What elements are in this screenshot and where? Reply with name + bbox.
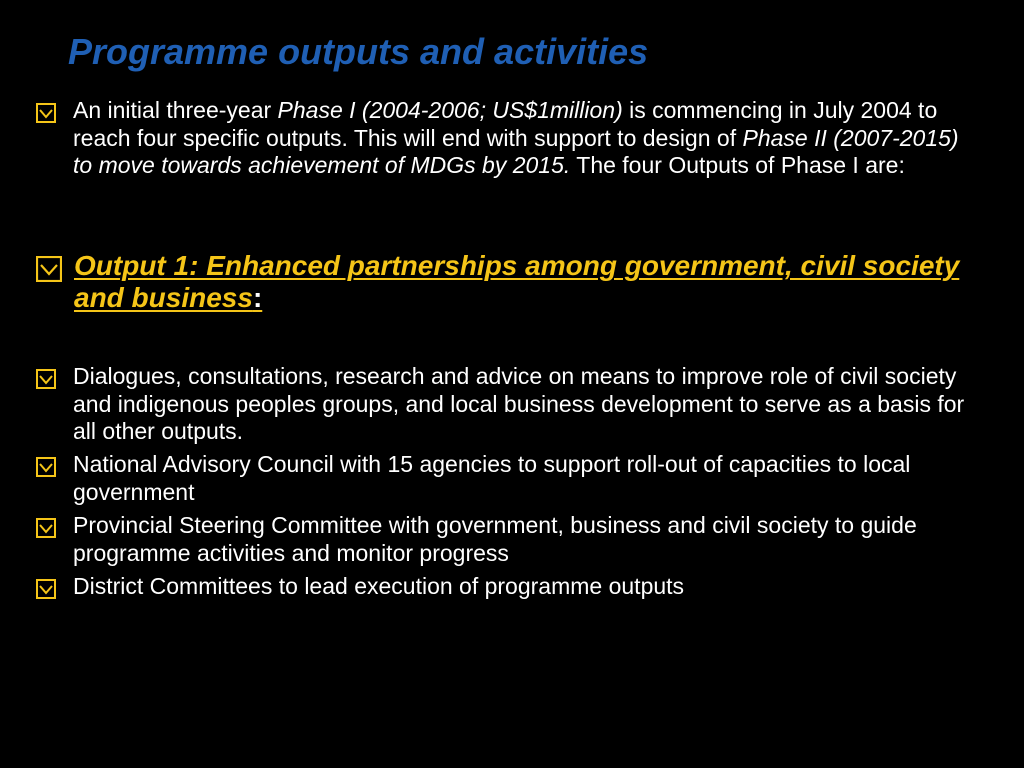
- activity-item: [36, 363, 976, 446]
- intro-text: An initial three-year Phase I (2004-2006; US$1million) is commencing in July 2004 to reach four specific outputs. This will end with support to design of Phase II (2007-2015) to move towards achievement of MDGs by 2015. The four Outputs of Phase I are:: [73, 97, 959, 178]
- activity-text: National Advisory Council with 15 agencies to support roll-out of capacities to local government: [73, 451, 911, 505]
- bullet-intro: [36, 97, 976, 180]
- checkbox-chevron-icon: [36, 103, 56, 123]
- activity-item: [36, 451, 976, 506]
- checkbox-chevron-icon: [36, 256, 62, 282]
- checkbox-chevron-icon: [36, 369, 56, 389]
- slide-title: Programme outputs and activities: [68, 31, 649, 72]
- activity-item: [36, 512, 976, 567]
- checkbox-chevron-icon: [36, 579, 56, 599]
- activity-text: Provincial Steering Committee with government, business and civil society to guide programme activities and monitor progress: [73, 512, 917, 566]
- activity-text: District Committees to lead execution of programme outputs: [73, 573, 685, 599]
- bullet-output-heading: [36, 250, 976, 314]
- checkbox-chevron-icon: [36, 518, 56, 538]
- checkbox-chevron-icon: [36, 457, 56, 477]
- output-heading: Output 1: Enhanced partnerships among government, civil society and business:: [74, 250, 960, 313]
- activity-text: Dialogues, consultations, research and advice on means to improve role of civil society and indigenous peoples groups, and local business development to serve as a basis for all other outputs.: [73, 363, 965, 444]
- activity-item: [36, 573, 976, 601]
